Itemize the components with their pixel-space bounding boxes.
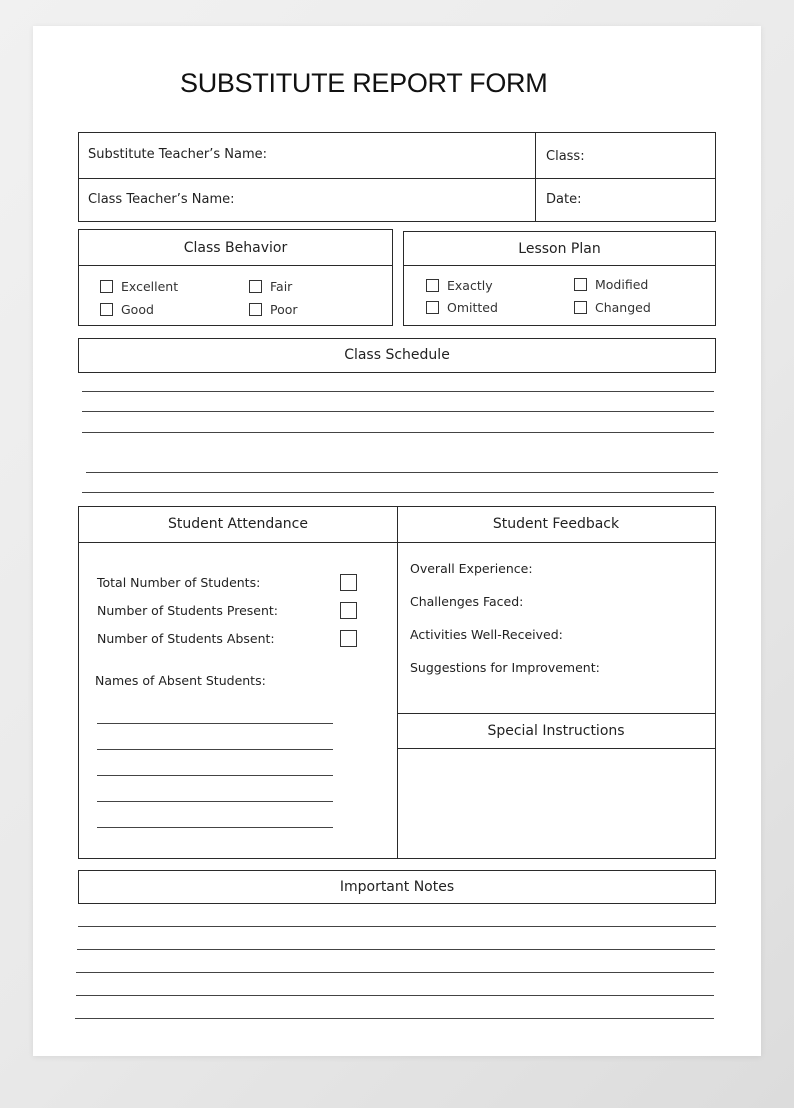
form-title: SUBSTITUTE REPORT FORM	[180, 68, 548, 98]
option-label: Poor	[270, 302, 298, 317]
special-instructions-bottom-divider	[397, 748, 715, 749]
important-notes-title: Important Notes	[339, 879, 455, 895]
checkbox[interactable]	[574, 301, 587, 314]
notes-write-line[interactable]	[76, 995, 714, 996]
student-feedback-title: Student Feedback	[492, 516, 620, 532]
option-label: Modified	[595, 277, 649, 292]
option-label: Good	[121, 302, 154, 317]
absent-students-names-label: Names of Absent Students:	[95, 673, 266, 688]
class-behavior-title: Class Behavior	[183, 240, 288, 256]
lesson-plan-title: Lesson Plan	[518, 241, 601, 257]
notes-write-line[interactable]	[77, 949, 715, 950]
behavior-option-poor[interactable]	[249, 302, 298, 317]
schedule-write-line[interactable]	[82, 411, 714, 412]
attendance-feedback-block	[78, 506, 716, 859]
checkbox[interactable]	[426, 279, 439, 292]
lesson-option-omitted[interactable]	[426, 300, 498, 315]
schedule-write-line[interactable]	[82, 432, 714, 433]
total-students-box[interactable]	[340, 574, 357, 591]
schedule-write-line[interactable]	[82, 391, 714, 392]
special-instructions-title: Special Instructions	[487, 723, 625, 739]
option-label: Excellent	[121, 279, 179, 294]
schedule-write-line[interactable]	[82, 492, 714, 493]
lesson-option-exactly[interactable]	[426, 278, 493, 293]
student-attendance-title: Student Attendance	[167, 516, 308, 532]
block-divider-vertical	[397, 507, 398, 858]
absent-name-line[interactable]	[97, 827, 333, 828]
behavior-option-fair[interactable]	[249, 279, 292, 294]
class-field[interactable]: Class:	[546, 149, 585, 164]
special-instructions-top-divider	[397, 713, 715, 714]
students-present-box[interactable]	[340, 602, 357, 619]
absent-name-line[interactable]	[97, 723, 333, 724]
class-schedule-title: Class Schedule	[344, 347, 450, 363]
absent-name-line[interactable]	[97, 775, 333, 776]
checkbox[interactable]	[249, 280, 262, 293]
block-header-divider	[79, 542, 715, 543]
class-teacher-name-field[interactable]: Class Teacher’s Name:	[88, 192, 235, 207]
header-divider-vertical	[535, 133, 536, 221]
students-absent-box[interactable]	[340, 630, 357, 647]
class-behavior-section	[78, 229, 393, 326]
students-absent-label: Number of Students Absent:	[97, 631, 275, 646]
option-label: Fair	[270, 279, 293, 294]
checkbox[interactable]	[100, 280, 113, 293]
checkbox[interactable]	[574, 278, 587, 291]
activities-well-received-field[interactable]: Activities Well-Received:	[410, 627, 563, 642]
option-label: Changed	[595, 300, 651, 315]
behavior-option-good[interactable]	[100, 302, 154, 317]
class-schedule-header	[78, 338, 716, 373]
option-label: Exactly	[447, 278, 493, 293]
class-behavior-divider	[79, 265, 392, 266]
lesson-option-modified[interactable]	[574, 277, 648, 292]
lesson-plan-section	[403, 231, 716, 326]
checkbox[interactable]	[426, 301, 439, 314]
notes-write-line[interactable]	[75, 1018, 714, 1019]
important-notes-header	[78, 870, 716, 904]
option-label: Omitted	[447, 300, 498, 315]
notes-write-line[interactable]	[78, 926, 716, 927]
substitute-teacher-name-field[interactable]: Substitute Teacher’s Name:	[88, 147, 267, 162]
date-field[interactable]: Date:	[546, 192, 582, 207]
lesson-option-changed[interactable]	[574, 300, 651, 315]
header-divider-horizontal	[79, 178, 715, 179]
absent-name-line[interactable]	[97, 801, 333, 802]
checkbox[interactable]	[100, 303, 113, 316]
checkbox[interactable]	[249, 303, 262, 316]
challenges-faced-field[interactable]: Challenges Faced:	[410, 594, 524, 609]
form-page	[33, 26, 761, 1056]
students-present-label: Number of Students Present:	[97, 603, 279, 618]
lesson-plan-divider	[404, 265, 715, 266]
overall-experience-field[interactable]: Overall Experience:	[410, 561, 533, 576]
total-students-label: Total Number of Students:	[97, 575, 261, 590]
header-info-table	[78, 132, 716, 222]
behavior-option-excellent[interactable]	[100, 279, 178, 294]
special-instructions-area[interactable]	[399, 750, 713, 856]
schedule-write-line[interactable]	[86, 472, 718, 473]
suggestions-improvement-field[interactable]: Suggestions for Improvement:	[410, 660, 600, 675]
notes-write-line[interactable]	[76, 972, 714, 973]
absent-name-line[interactable]	[97, 749, 333, 750]
